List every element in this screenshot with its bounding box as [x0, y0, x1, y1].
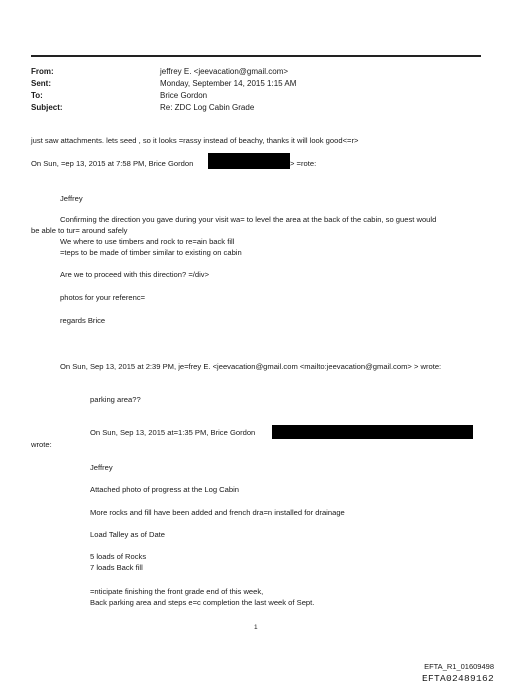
q1-paragraph-3: =teps to be made of timber similar to existing on cabin [60, 248, 242, 257]
q3-paragraph-1: Attached photo of progress at the Log Cabin [90, 485, 240, 494]
to-label: To: [31, 91, 43, 100]
q3-paragraph-6: =nticipate finishing the front grade end of this week, [90, 587, 264, 596]
subject-label: Subject: [31, 103, 63, 112]
bates-stamp-small: EFTA_R1_01609498 [424, 662, 494, 671]
q1-paragraph-5: photos for your referenc= [60, 293, 146, 302]
redaction-block [208, 153, 290, 169]
q3-paragraph-4: 5 loads of Rocks [90, 552, 147, 561]
q1-signoff: regards Brice [60, 316, 106, 325]
q3-greeting: Jeffrey [90, 463, 113, 472]
page-number: 1 [254, 624, 258, 631]
header-rule [31, 55, 481, 57]
bates-stamp: EFTA02489162 [421, 673, 494, 684]
subject-value: Re: ZDC Log Cabin Grade [160, 103, 255, 112]
quote2-intro: On Sun, Sep 13, 2015 at 2:39 PM, je=frey E. <jeevacation@gmail.com <mailto:jeevacation@gmail.com> > wrote: [60, 362, 442, 371]
q1-paragraph-4: Are we to proceed with this direction? =/div> [60, 270, 210, 279]
sent-label: Sent: [31, 79, 51, 88]
q3-paragraph-5: 7 loads Back fill [90, 563, 143, 572]
q1-paragraph-1b: be able to tur= around safely [31, 226, 128, 235]
from-label: From: [31, 67, 54, 76]
quote3-intro: On Sun, Sep 13, 2015 at=1:35 PM, Brice Gordon [90, 428, 256, 437]
q1-paragraph-2: We where to use timbers and rock to re=ain back fill [60, 237, 235, 246]
q3-paragraph-2: More rocks and fill have been added and french dra=n installed for drainage [90, 508, 345, 517]
q3-paragraph-3: Load Talley as of Date [90, 530, 166, 539]
q3-paragraph-7: Back parking area and steps e=c completion the last week of Sept. [90, 598, 315, 607]
from-value: jeffrey E. <jeevacation@gmail.com> [160, 67, 289, 76]
sent-value: Monday, September 14, 2015 1:15 AM [160, 79, 297, 88]
to-value: Brice Gordon [160, 91, 208, 100]
q1-greeting: Jeffrey [60, 194, 83, 203]
redaction-block [272, 425, 473, 439]
reply-text: just saw attachments. lets seed , so it looks =rassy instead of beachy, thanks it will look good<=r> [31, 136, 359, 145]
quote3-wrote: wrote: [31, 440, 52, 449]
q2-paragraph-1: parking area?? [90, 395, 141, 404]
quote1-wrote: > =rote: [290, 159, 317, 168]
q1-paragraph-1a: Confirming the direction you gave during your visit wa= to level the area at the back of the cabin, so guest would [60, 215, 437, 224]
quote1-intro: On Sun, =ep 13, 2015 at 7:58 PM, Brice Gordon [31, 159, 194, 168]
